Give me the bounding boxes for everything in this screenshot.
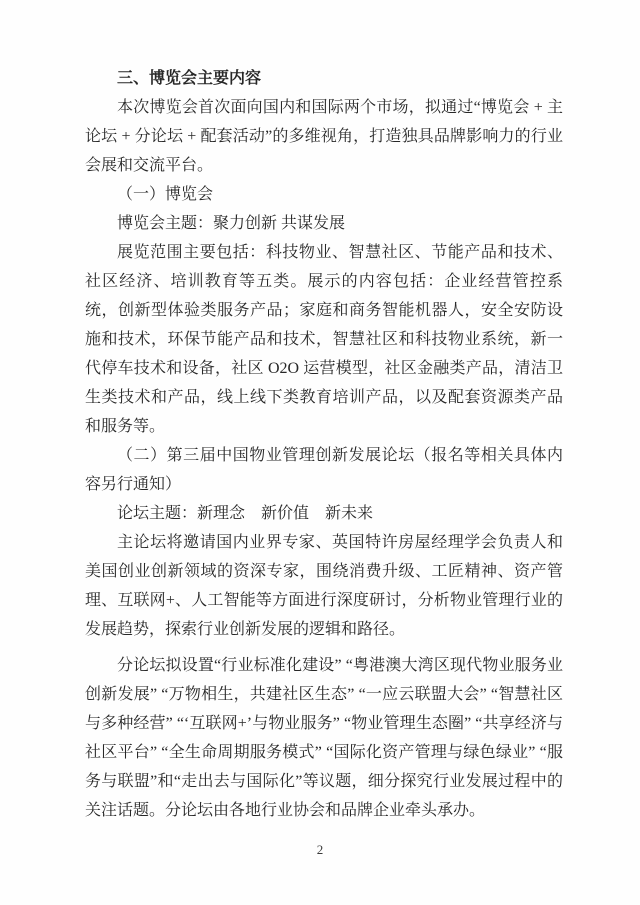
section-heading: 三、博览会主要内容 [117, 70, 262, 87]
subsection-2-heading: （二）第三届中国物业管理创新发展论坛（报名等相关具体内容另行通知） [85, 447, 563, 493]
page-number: 2 [316, 842, 324, 857]
forum-theme: 论坛主题：新理念 新价值 新未来 [117, 505, 374, 522]
subsection-1-heading: （一）博览会 [117, 186, 214, 203]
intro-paragraph: 本次博览会首次面向国内和国际两个市场，拟通过“博览会 + 主论坛 + 分论坛 + 配套活动”的多维视角，打造独具品牌影响力的行业会展和交流平台。 [85, 99, 563, 174]
exhibition-scope-paragraph: 展览范围主要包括：科技物业、智慧社区、节能产品和技术、社区经济、培训教育等五类。展示的内容包括：企业经营管控系统，创新型体验类服务产品；家庭和商务智能机器人，安全安防设施和技术，环保节能产品和技术，智慧社区和科技物业系统，新一代停车技术和设备，社区 O2O 运营模型，社区金融类产品，清洁卫生类技术和产品，线上线下类教育培训产品，以及配套资源类产品和服务等。 [85, 244, 563, 435]
expo-theme: 博览会主题：聚力创新 共谋发展 [117, 215, 346, 232]
sub-forum-paragraph: 分论坛拟设置“行业标准化建设” “粤港澳大湾区现代物业服务业创新发展” “万物相生，共建社区生态” “一应云联盟大会” “智慧社区与多种经营” “‘互联网+’与物业服务” “物业管理生态圈” “共享经济与社区平台” “全生命周期服务模式” “国际化资产管理与绿色绿业” “服务与联盟”和“走出去与国际化”等议题，细分探究行业发展过程中的关注话题。分论坛由各地行业协会和品牌企业牵头承办。 [85, 657, 563, 819]
document-content [85, 64, 563, 825]
main-forum-paragraph: 主论坛将邀请国内业界专家、英国特许房屋经理学会负责人和美国创业创新领域的资深专家，围绕消费升级、工匠精神、资产管理、互联网+、人工智能等方面进行深度研讨，分析物业管理行业的发展趋势，探索行业创新发展的逻辑和路径。 [85, 534, 563, 638]
